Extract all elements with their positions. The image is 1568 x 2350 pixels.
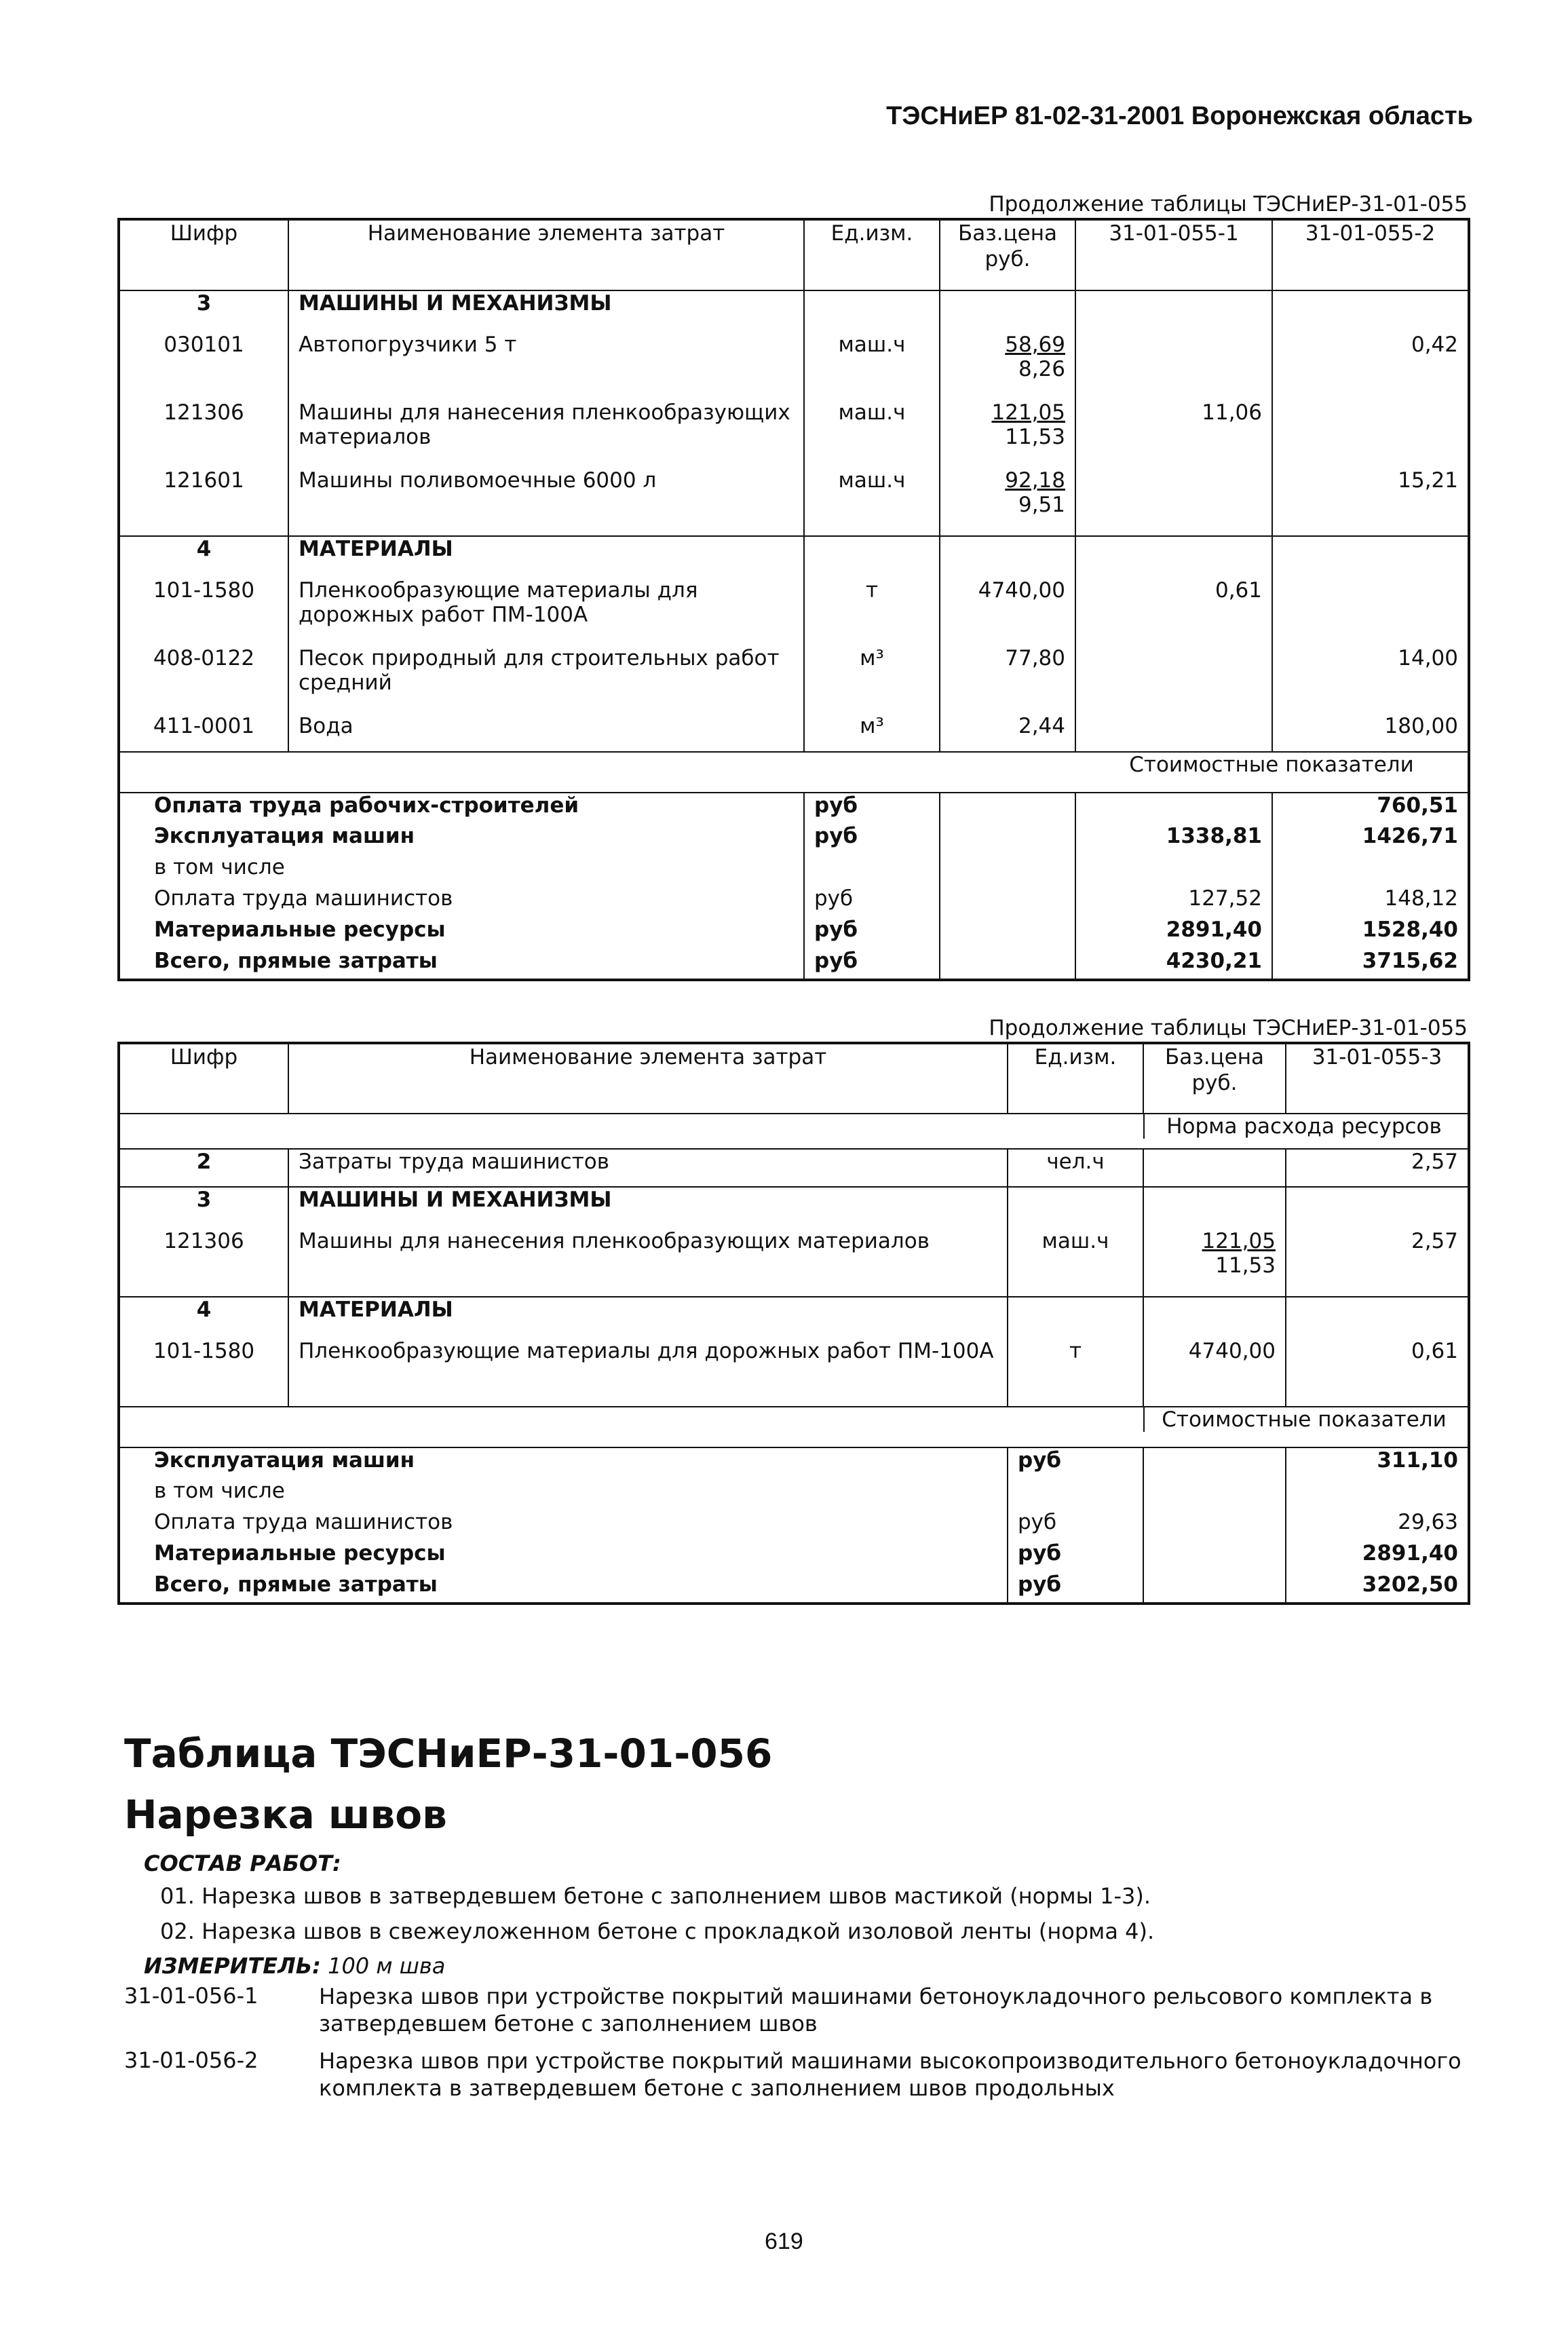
cost-v2: 1528,40 <box>1272 917 1469 949</box>
works-label: СОСТАВ РАБОТ: <box>144 1851 341 1876</box>
item-code: 31-01-056-2 <box>124 2047 259 2073</box>
cost-total-label: Всего, прямые затраты <box>154 1572 438 1597</box>
cost-v2: 148,12 <box>1272 886 1469 917</box>
table-row <box>119 646 1469 714</box>
section-unit: чел.ч <box>1008 1149 1143 1187</box>
row-unit: т <box>804 578 940 646</box>
row-name: Автопогрузчики 5 т <box>288 333 804 400</box>
cost-unit: руб <box>1008 1510 1143 1541</box>
row-price: 121,05 11,53 <box>1143 1229 1286 1297</box>
row-v2 <box>1272 578 1469 646</box>
col-unit-header: Ед.изм. <box>1008 1043 1143 1114</box>
table-row <box>119 1339 1469 1407</box>
section-title: Затраты труда машинистов <box>288 1149 1008 1187</box>
cost-unit: руб <box>804 793 940 824</box>
meter-value: 100 м шва <box>328 1953 446 1979</box>
cost-v3: 29,63 <box>1286 1510 1469 1541</box>
row-v1 <box>1075 333 1272 400</box>
section-title: МАТЕРИАЛЫ <box>288 1297 1008 1339</box>
running-header: ТЭСНиЕР 81-02-31-2001 Воронежская область <box>886 102 1473 130</box>
row-v2: 14,00 <box>1272 646 1469 714</box>
col-price-header: Баз.цена руб. <box>1143 1043 1286 1114</box>
cost-v1 <box>1075 793 1272 824</box>
row-name: Песок природный для строительных работ средний <box>288 646 804 714</box>
cost-unit: руб <box>804 886 940 917</box>
row-unit: маш.ч <box>804 333 940 400</box>
row-v1: 0,61 <box>1075 578 1272 646</box>
row-unit: м³ <box>804 646 940 714</box>
col-code-header: Шифр <box>119 219 288 290</box>
row-price: 2,44 <box>940 714 1075 752</box>
row-code: 411-0001 <box>153 714 255 738</box>
item-text: Нарезка швов при устройстве покрытий машинами бетоноукладочного рельсового комплекта в затвердевшем бетоне с заполнением швов <box>319 1984 1433 2036</box>
row-name: Пленкообразующие материалы для дорожных работ ПМ-100А <box>288 1339 1008 1407</box>
col-code-header: Шифр <box>119 1043 288 1114</box>
cost-mach-label: Эксплуатация машин <box>154 1448 415 1473</box>
row-unit: маш.ч <box>804 468 940 536</box>
cost-mat-label: Материальные ресурсы <box>154 917 446 942</box>
item-text: Нарезка швов при устройстве покрытий машинами высокопроизводительного бетоноукладочного комплекта в затвердевшем бетоне с заполнением швов продольных <box>319 2048 1461 2101</box>
row-price: 58,69 8,26 <box>940 333 1075 400</box>
row-name: Вода <box>288 714 804 752</box>
row-price: 92,18 9,51 <box>940 468 1075 536</box>
row-unit: маш.ч <box>1008 1229 1143 1297</box>
row-price: 77,80 <box>940 646 1075 714</box>
table-row <box>119 333 1469 400</box>
cost-mat-label: Материальные ресурсы <box>154 1541 446 1566</box>
row-code: 121306 <box>119 1229 288 1297</box>
row-v2 <box>1272 400 1469 468</box>
section-title: Таблица ТЭСНиЕР-31-01-056 <box>124 1730 773 1777</box>
cost-total-label: Всего, прямые затраты <box>154 949 438 973</box>
col-name-header: Наименование элемента затрат <box>288 1043 1008 1114</box>
works-item-2: 02. Нарезка швов в свежеуложенном бетоне с прокладкой изоловой ленты (норма 4). <box>160 1918 1155 1944</box>
cost-incl-label: в том числе <box>154 855 285 879</box>
item-code: 31-01-056-1 <box>124 1983 259 2009</box>
section-subtitle: Нарезка швов <box>124 1792 447 1838</box>
cost-mach-label: Эксплуатация машин <box>154 824 415 848</box>
meter-line <box>144 1953 445 1979</box>
cost-unit: руб <box>804 824 940 855</box>
row-unit: т <box>1008 1339 1143 1407</box>
section-title: МАШИНЫ И МЕХАНИЗМЫ <box>288 1187 1008 1229</box>
row-unit: м³ <box>804 714 940 752</box>
row-price: 4740,00 <box>1143 1339 1286 1407</box>
row-v1 <box>1075 468 1272 536</box>
row-name: Машины для нанесения пленкообразующих материалов <box>288 400 804 468</box>
row-code: 408-0122 <box>153 646 255 670</box>
table2-continuation: Продолжение таблицы ТЭСНиЕР-31-01-055 <box>989 1016 1468 1040</box>
row-v3: 0,61 <box>1286 1339 1469 1407</box>
col-unit-header: Ед.изм. <box>804 219 940 290</box>
cost-v3: 3202,50 <box>1286 1572 1469 1604</box>
row-code: 121601 <box>119 468 288 536</box>
row-price: 4740,00 <box>940 578 1075 646</box>
table-row <box>119 468 1469 536</box>
cost-v1: 127,52 <box>1075 886 1272 917</box>
row-v1 <box>1075 646 1272 714</box>
cost-v1: 2891,40 <box>1075 917 1272 949</box>
works-item-1: 01. Нарезка швов в затвердевшем бетоне с заполнением швов мастикой (нормы 1-3). <box>160 1883 1151 1909</box>
col-price-header: Баз.цена руб. <box>940 219 1075 290</box>
cost-v1: 1338,81 <box>1075 824 1272 855</box>
cost-unit: руб <box>1008 1541 1143 1572</box>
cost-unit: руб <box>1008 1447 1143 1479</box>
norm-title: Норма расхода ресурсов <box>1286 1114 1469 1149</box>
section-num: 2 <box>119 1149 288 1187</box>
cost-unit: руб <box>804 949 940 980</box>
cost-v2: 1426,71 <box>1272 824 1469 855</box>
section-title: МАШИНЫ И МЕХАНИЗМЫ <box>288 290 804 333</box>
cost-v2: 3715,62 <box>1272 949 1469 980</box>
cost-oper-label: Оплата труда машинистов <box>154 1510 453 1534</box>
col-norm1-header: 31-01-055-1 <box>1075 219 1272 290</box>
cost-title: Стоимостные показатели <box>1075 752 1469 793</box>
cost-v2: 760,51 <box>1272 793 1469 824</box>
section-v3: 2,57 <box>1286 1149 1469 1187</box>
row-v2: 15,21 <box>1272 468 1469 536</box>
row-name: Пленкообразующие материалы для дорожных работ ПМ-100А <box>288 578 804 646</box>
section-num: 4 <box>196 537 212 561</box>
row-v2: 180,00 <box>1272 714 1469 752</box>
row-v2: 0,42 <box>1272 333 1469 400</box>
cost-unit: руб <box>1008 1572 1143 1604</box>
meter-label: ИЗМЕРИТЕЛЬ: <box>144 1953 321 1979</box>
row-v3: 2,57 <box>1286 1229 1469 1297</box>
page-number: 619 <box>765 2229 803 2254</box>
section-num: 3 <box>196 1188 212 1212</box>
table1 <box>117 218 1470 981</box>
row-v1: 11,06 <box>1075 400 1272 468</box>
row-v1 <box>1075 714 1272 752</box>
row-code: 121306 <box>164 400 244 425</box>
table-row <box>119 1229 1469 1297</box>
table-row <box>119 578 1469 646</box>
section-num: 3 <box>196 291 212 316</box>
row-code: 030101 <box>164 333 244 357</box>
row-unit: маш.ч <box>804 400 940 468</box>
row-code: 101-1580 <box>153 578 255 603</box>
cost-v3: 2891,40 <box>1286 1541 1469 1572</box>
table-row <box>119 400 1469 468</box>
table2 <box>117 1042 1470 1605</box>
section-title: МАТЕРИАЛЫ <box>288 536 804 578</box>
cost-labor-label: Оплата труда рабочих-строителей <box>154 793 579 818</box>
row-price: 121,05 11,53 <box>940 400 1075 468</box>
col-norm3-header: 31-01-055-3 <box>1286 1043 1469 1114</box>
row-name: Машины поливомоечные 6000 л <box>288 468 804 536</box>
col-norm2-header: 31-01-055-2 <box>1272 219 1469 290</box>
col-name-header: Наименование элемента затрат <box>288 219 804 290</box>
cost-v1: 4230,21 <box>1075 949 1272 980</box>
cost-unit: руб <box>804 917 940 949</box>
cost-v3: 311,10 <box>1286 1447 1469 1479</box>
cost-oper-label: Оплата труда машинистов <box>154 886 453 911</box>
section-num: 4 <box>196 1297 212 1322</box>
table-row <box>119 714 1469 752</box>
row-code: 101-1580 <box>153 1339 255 1363</box>
table1-continuation: Продолжение таблицы ТЭСНиЕР-31-01-055 <box>989 192 1468 216</box>
cost-incl-label: в том числе <box>154 1479 285 1503</box>
cost-title: Стоимостные показатели <box>1286 1407 1469 1447</box>
row-name: Машины для нанесения пленкообразующих материалов <box>288 1229 1008 1297</box>
